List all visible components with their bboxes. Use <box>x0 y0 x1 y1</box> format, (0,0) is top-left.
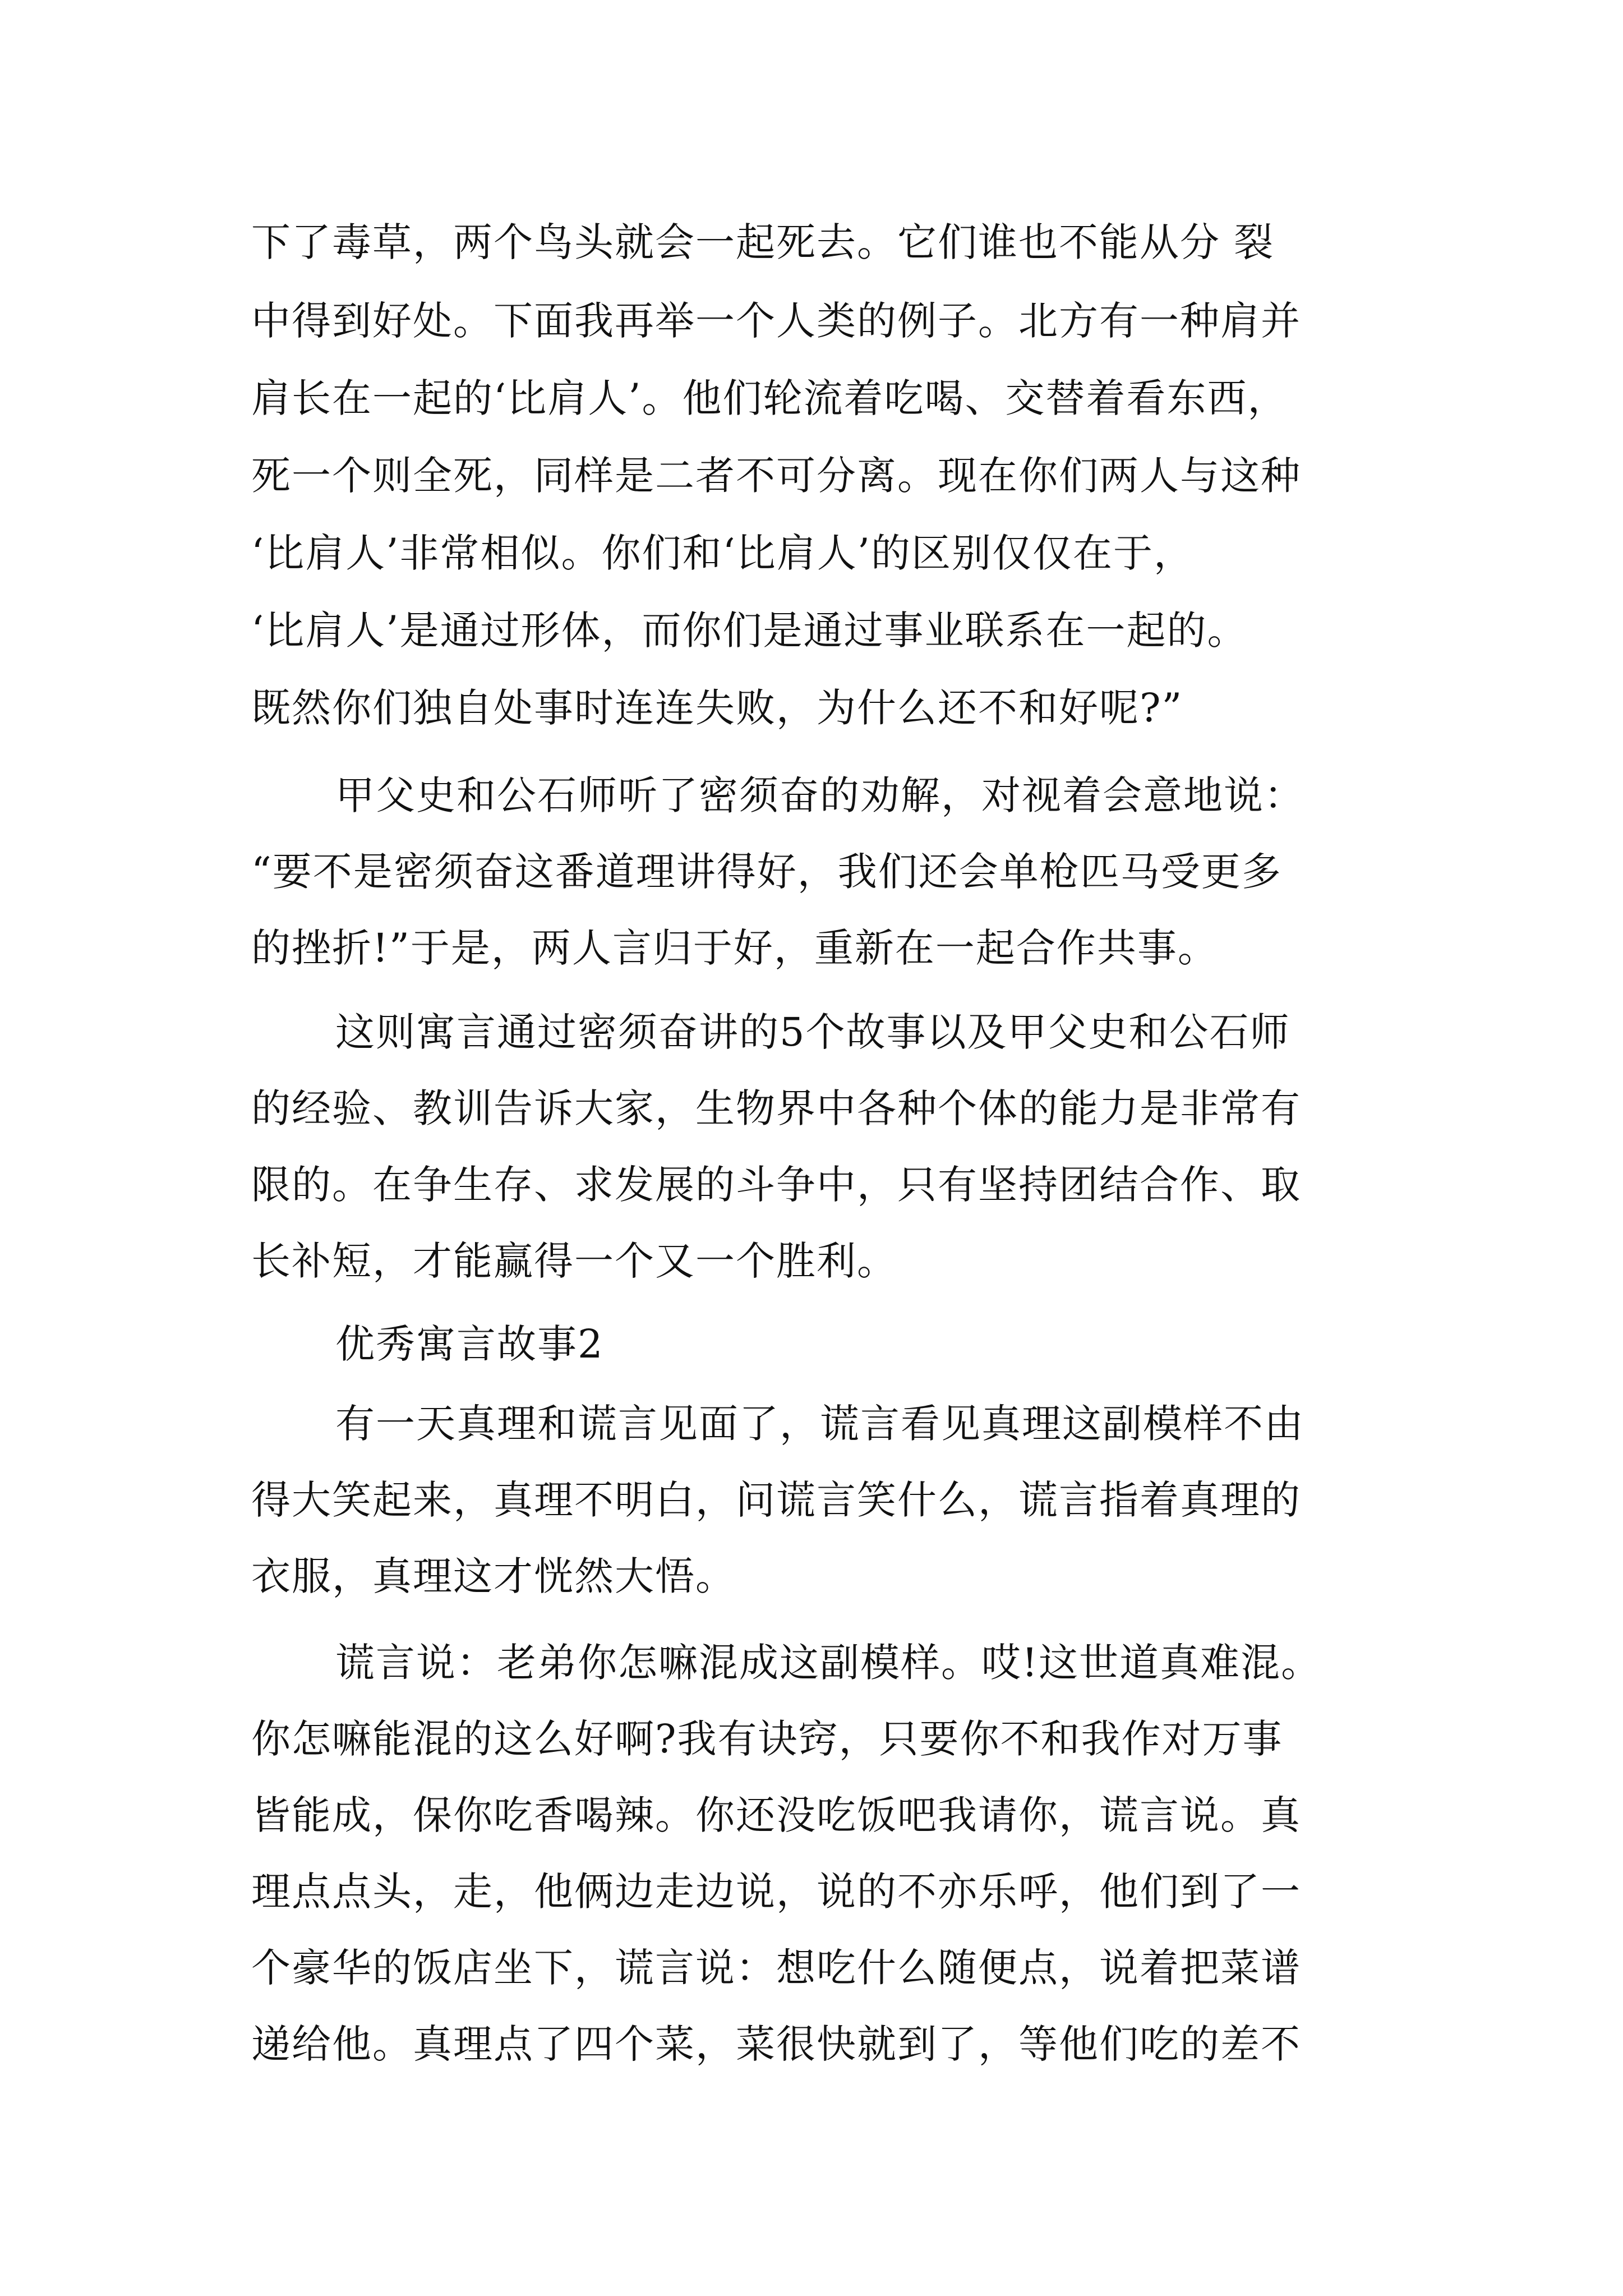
text-line: 长补短，才能赢得一个又一个胜利。 <box>251 1238 897 1284</box>
text-line: 的挫折!”于是，两人言归于好，重新在一起合作共事。 <box>251 925 1218 971</box>
text-line: 谎言说：老弟你怎嘛混成这副模样。哎!这世道真难混。 <box>335 1640 1322 1686</box>
section-heading: 优秀寓言故事2 <box>335 1321 604 1367</box>
text-line: “要不是密须奋这番道理讲得好，我们还会单枪匹马受更多 <box>251 849 1282 895</box>
text-line: 死一个则全死，同样是二者不可分离。现在你们两人与这种 <box>251 453 1301 499</box>
text-line: 个豪华的饭店坐下，谎言说：想吃什么随便点，说着把菜谱 <box>251 1945 1301 1991</box>
text-line: 这则寓言通过密须奋讲的5个故事以及甲父史和公石师 <box>335 1009 1290 1055</box>
text-line: 理点点头，走，他俩边走边说，说的不亦乐呼，他们到了一 <box>251 1869 1301 1915</box>
text-line: 肩长在一起的‘比肩人’。他们轮流着吃喝、交替着看东西， <box>251 375 1288 421</box>
text-line: 衣服，真理这才恍然大悟。 <box>251 1553 736 1599</box>
text-line: 下了毒草，两个鸟头就会一起死去。它们谁也不能从分 裂 <box>251 219 1275 265</box>
text-line: ‘比肩人’是通过形体，而你们是通过事业联系在一起的。 <box>251 608 1248 654</box>
text-line: 你怎嘛能混的这么好啊?我有诀窍，只要你不和我作对万事 <box>251 1716 1283 1762</box>
text-line: 有一天真理和谎言见面了，谎言看见真理这副模样不由 <box>335 1401 1304 1447</box>
text-line: 递给他。真理点了四个菜，菜很快就到了，等他们吃的差不 <box>251 2021 1301 2067</box>
text-line: 得大笑起来，真理不明白，问谎言笑什么，谎言指着真理的 <box>251 1477 1301 1523</box>
text-line: 甲父史和公石师听了密须奋的劝解，对视着会意地说： <box>335 772 1304 818</box>
text-line: 的经验、教训告诉大家，生物界中各种个体的能力是非常有 <box>251 1085 1301 1131</box>
text-line: 皆能成，保你吃香喝辣。你还没吃饭吧我请你，谎言说。真 <box>251 1792 1301 1838</box>
text-line: ‘比肩人’非常相似。你们和‘比肩人’的区别仅仅在于， <box>251 530 1195 576</box>
text-line: 既然你们独自处事时连连失败，为什么还不和好呢?” <box>251 685 1183 731</box>
text-line: 中得到好处。下面我再举一个人类的例子。北方有一种肩并 <box>251 298 1301 344</box>
text-line: 限的。在争生存、求发展的斗争中，只有坚持团结合作、取 <box>251 1162 1301 1208</box>
